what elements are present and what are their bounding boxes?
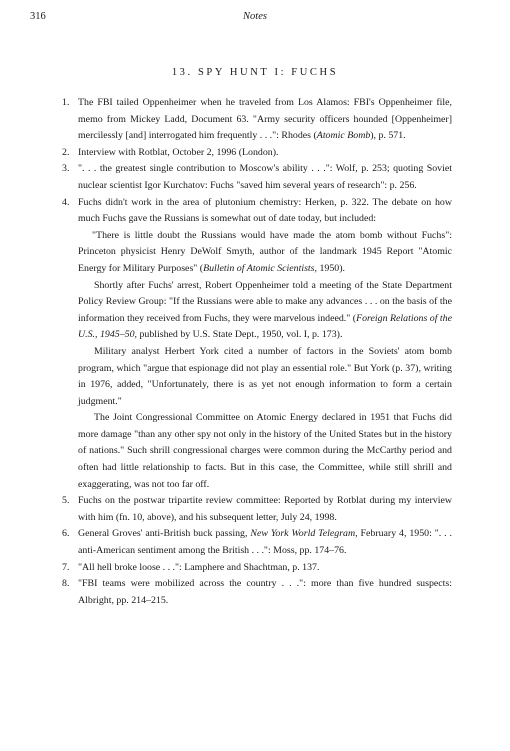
note-3 — [62, 161, 452, 194]
note-text: "All hell broke loose . . .": Lamphere and Shachtman, p. 137. — [78, 561, 320, 573]
note-number: 4. — [62, 196, 70, 208]
running-head — [30, 11, 480, 25]
note-1 — [62, 95, 452, 145]
note-text: General Groves' anti-British buck passing, New York World Telegram, February 4, 1950: ". . . anti-American sentiment among the British . . .": Moss, pp. 174–76. — [78, 528, 452, 557]
running-title: Notes — [243, 11, 267, 22]
note-number: 1. — [62, 97, 70, 108]
note-number: 6. — [62, 528, 70, 540]
note-8 — [62, 576, 452, 609]
page-number: 316 — [30, 11, 46, 22]
note-text: Interview with Rotblat, October 2, 1996 (London). — [78, 146, 279, 158]
note-number: 2. — [62, 146, 70, 158]
note-4 — [62, 195, 452, 494]
note-text: "FBI teams were mobilized across the country . . .": more than five hundred suspects: Albright, pp. 214–215. — [78, 578, 452, 606]
note-number: 3. — [62, 163, 70, 175]
note-paragraph: "There is little doubt the Russians would have made the atom bomb without Fuchs": Princeton physicist Henry DeWolf Smyth, author of the landmark 1945 Report "Atomic Energy for Military Purposes" (Bulletin of Atomic Scientists, 1950). — [78, 229, 452, 274]
note-2 — [62, 145, 452, 162]
note-paragraph: Military analyst Herbert York cited a number of factors in the Soviets' atom bomb program, which "argue that espionage did not play an essential role." But York (p. 37), writing in 1976, added, "Unfortunately, there is as yet not enough information to form a certain judgment." — [78, 345, 452, 407]
note-6 — [62, 526, 452, 559]
note-text: Fuchs didn't work in the area of plutonium chemistry: Herken, p. 322. The debate on how much Fuchs gave the Russians is somewhat out of date today, but included: — [78, 196, 452, 225]
note-text: Fuchs on the postwar tripartite review committee: Reported by Rotblat during my interview with him (fn. 10, above), and his subsequent letter, July 24, 1998. — [78, 495, 452, 523]
note-number: 5. — [62, 495, 70, 507]
note-7 — [62, 560, 452, 577]
notes-list — [62, 95, 452, 609]
note-5 — [62, 493, 452, 526]
note-text: ". . . the greatest single contribution to Moscow's ability . . .": Wolf, p. 253; quoting Soviet nuclear scientist Igor Kurchatov: Fuchs "saved him several years of research": p. 256. — [78, 163, 452, 191]
chapter-heading: 13. SPY HUNT I: FUCHS — [171, 67, 339, 78]
note-paragraph: Shortly after Fuchs' arrest, Robert Oppenheimer told a meeting of the State Department Policy Review Group: "If the Russians were able to make any advances . . . on the basis of the information they received from Fuchs, they were marvelous indeed." (Foreign Relations of the U.S., 1945–50, published by U.S. State Dept., 1950, vol. I, p. 173). — [78, 279, 452, 341]
note-paragraph: The Joint Congressional Committee on Atomic Energy declared in 1951 that Fuchs did more damage "than any other spy not only in the history of the United States but in the history of nations." Such shrill congressional charges were common during the McCarthy period and often had little relationship to facts. But in this case, the Committee, while still shrill and exaggerating, was not too far off. — [78, 412, 452, 490]
note-number: 7. — [62, 561, 70, 573]
note-text: The FBI tailed Oppenheimer when he traveled from Los Alamos: FBI's Oppenheimer file, memo from Mickey Ladd, Document 63. "Army security officers hounded [Oppenheimer] mercilessly [and] interrogated him frequently . . .": Rhodes (Atomic Bomb), p. 571. — [78, 97, 452, 142]
note-number: 8. — [62, 578, 70, 590]
